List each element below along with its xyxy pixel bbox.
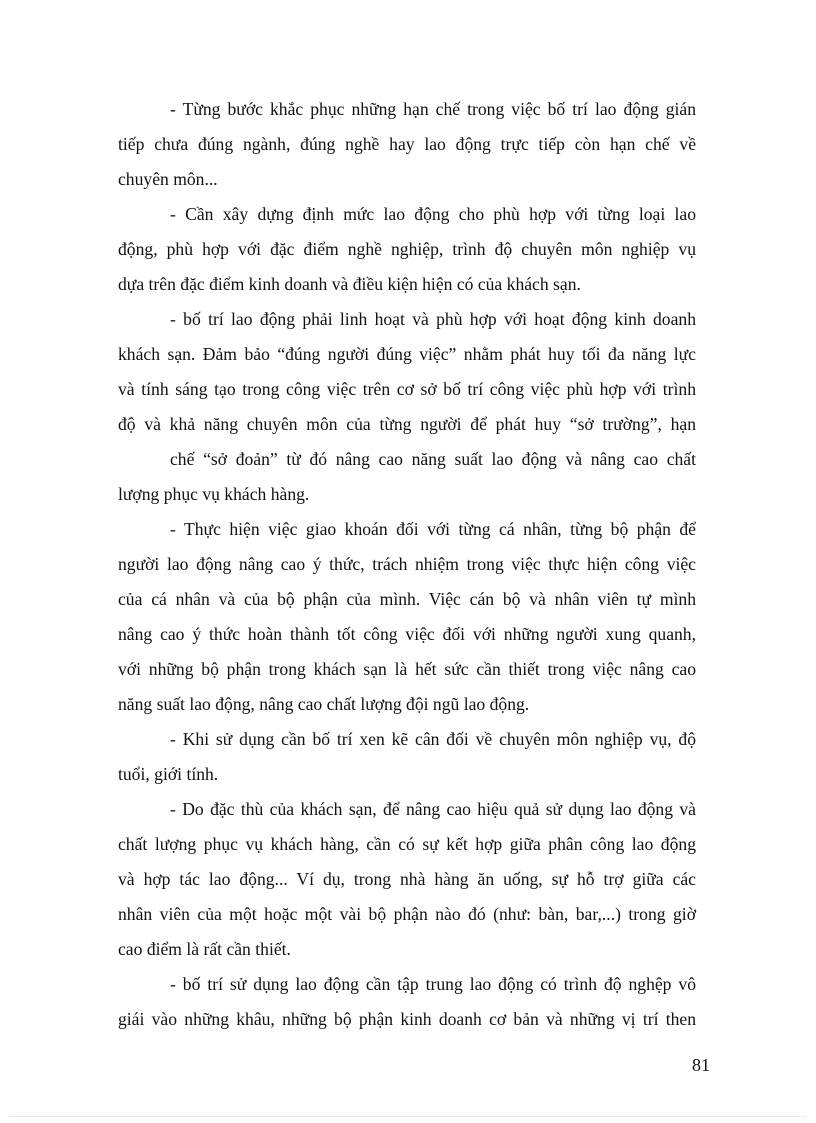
text-line: với những bộ phận trong khách sạn là hết sức cần thiết trong việc nâng cao xyxy=(118,659,696,679)
text-line: nâng cao ý thức hoàn thành tốt công việc đối với những người xung quanh, xyxy=(118,624,696,644)
text-line: của cá nhân và của bộ phận của mình. Việc cán bộ và nhân viên tự mình xyxy=(118,589,696,609)
text-line: - Do đặc thù của khách sạn, để nâng cao hiệu quả sử dụng lao động và xyxy=(170,799,696,819)
text-line: và hợp tác lao động... Ví dụ, trong nhà hàng ăn uống, sự hỗ trợ giữa các xyxy=(118,869,696,889)
text-line: nhân viên của một hoặc một vài bộ phận nào đó (như: bàn, bar,...) trong giờ xyxy=(118,904,696,924)
text-line: tuổi, giới tính. xyxy=(118,764,219,784)
text-line: - Khi sử dụng cần bố trí xen kẽ cân đối về chuyên môn nghiệp vụ, độ xyxy=(170,729,696,749)
text-line: chất lượng phục vụ khách hàng, cần có sự kết hợp giữa phân công lao động xyxy=(118,834,696,854)
text-line: khách sạn. Đảm bảo “đúng người đúng việc” nhằm phát huy tối đa năng lực xyxy=(118,344,696,364)
text-line: - Cần xây dựng định mức lao động cho phù hợp với từng loại lao xyxy=(170,204,696,224)
page-number: 81 xyxy=(692,1055,710,1075)
text-line: chuyên môn... xyxy=(118,169,218,189)
text-line: lượng phục vụ khách hàng. xyxy=(118,484,310,504)
page-bottom-divider xyxy=(10,1116,806,1117)
text-line: tiếp chưa đúng ngành, đúng nghề hay lao động trực tiếp còn hạn chế về xyxy=(118,134,696,154)
text-line: động, phù hợp với đặc điểm nghề nghiệp, trình độ chuyên môn nghiệp vụ xyxy=(118,239,696,259)
text-line: dựa trên đặc điểm kinh doanh và điều kiện hiện có của khách sạn. xyxy=(118,274,581,294)
text-line: giái vào những khâu, những bộ phận kinh doanh cơ bản và những vị trí then xyxy=(118,1009,696,1029)
text-line: độ và khả năng chuyên môn của từng người để phát huy “sở trường”, hạn xyxy=(118,414,696,434)
text-line: năng suất lao động, nâng cao chất lượng đội ngũ lao động. xyxy=(118,694,530,714)
text-line: người lao động nâng cao ý thức, trách nhiệm trong việc thực hiện công việc xyxy=(118,554,696,574)
text-line: cao điểm là rất cần thiết. xyxy=(118,939,291,959)
text-line: - bố trí sử dụng lao động cần tập trung lao động có trình độ nghệp vô xyxy=(170,974,696,994)
text-line: - bố trí lao động phải linh hoạt và phù hợp với hoạt động kinh doanh xyxy=(170,309,696,329)
text-line: chế “sở đoản” từ đó nâng cao năng suất lao động và nâng cao chất xyxy=(170,449,696,469)
text-line: - Thực hiện việc giao khoán đối với từng cá nhân, từng bộ phận để xyxy=(170,519,696,539)
text-line: và tính sáng tạo trong công việc trên cơ sở bố trí công việc phù hợp với trình xyxy=(118,379,696,399)
text-line: - Từng bước khắc phục những hạn chế trong việc bố trí lao động gián xyxy=(170,99,696,119)
